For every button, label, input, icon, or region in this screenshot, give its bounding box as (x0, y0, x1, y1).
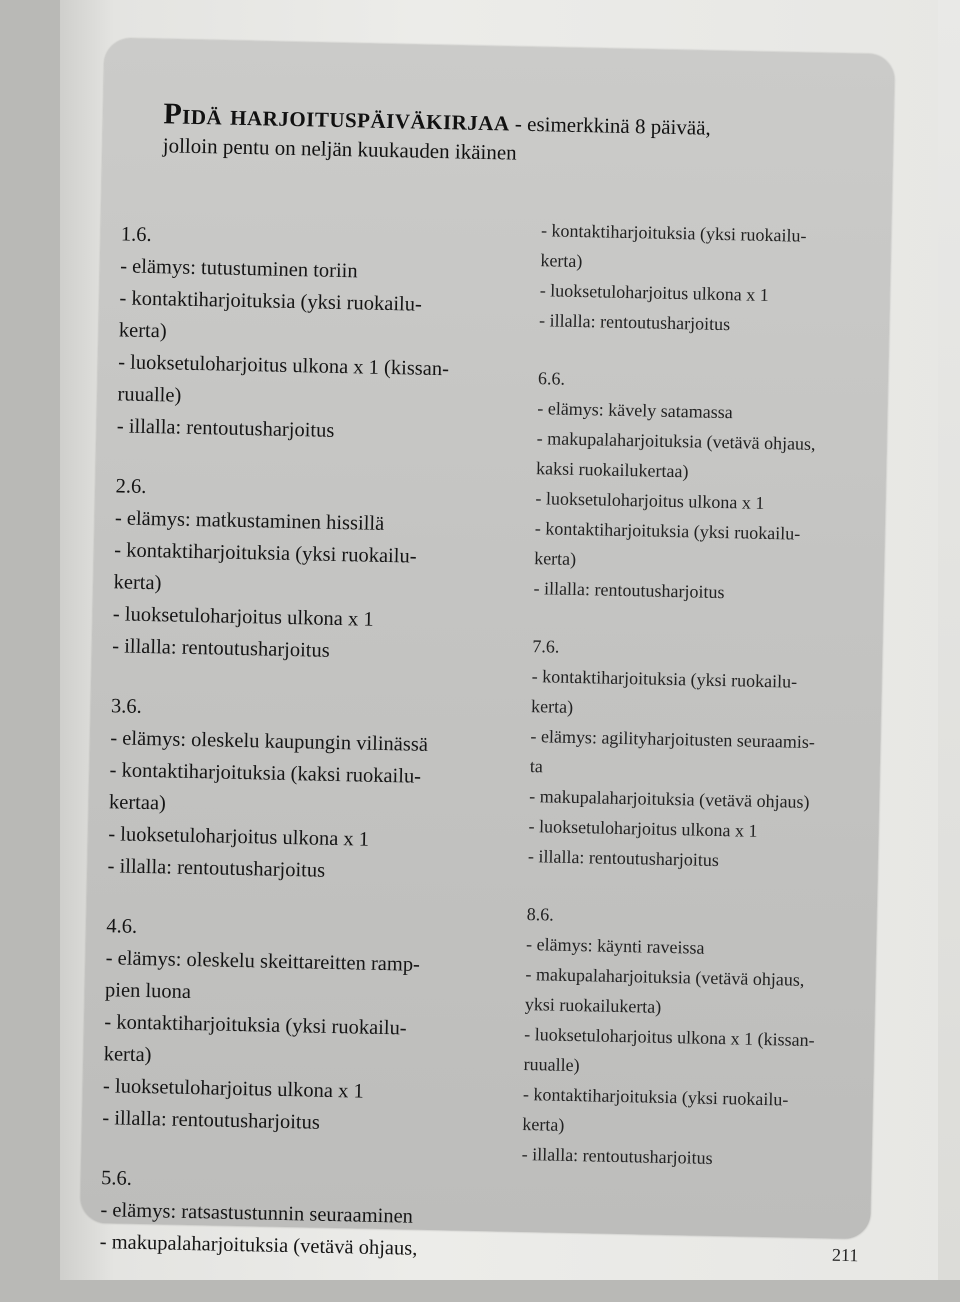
entry-line: - elämys: tutustuminen toriin (119, 255, 358, 283)
entry-line: kertaa) (108, 791, 167, 815)
entry-line: - illalla: rentoutusharjoitus (116, 415, 335, 442)
entry-line: - elämys: agilityharjoitusten seuraamis- (530, 726, 816, 753)
entry-date: 4.6. (106, 915, 138, 938)
entry-line: - makupalaharjoituksia (vetävä ohjaus) (529, 786, 810, 812)
entry-line: - elämys: kävely satamassa (537, 398, 733, 423)
entry-line: - makupalaharjoituksia (vetävä ohjaus, (536, 428, 816, 454)
entry-line: - kontaktiharjoituksia (yksi ruokailu- (540, 220, 807, 246)
entry-line: kerta) (530, 696, 574, 717)
entry-line: - elämys: oleskelu skeittareitten ramp- (105, 947, 421, 976)
entry-line: - kontaktiharjoituksia (kaksi ruokailu- (109, 759, 422, 788)
page-number: 211 (831, 1244, 859, 1266)
diary-entry (528, 631, 873, 878)
entry-line: kerta) (103, 1043, 152, 1067)
entry-date: 2.6. (115, 475, 147, 498)
diary-entry (117, 218, 522, 450)
entry-line: - kontaktiharjoituksia (yksi ruokailu- (119, 287, 423, 316)
page-subtitle-part2: jolloin pentu on neljän kuukauden ikäinen (162, 133, 517, 165)
entry-line: - luoksetuloharjoitus ulkona x 1 (528, 816, 758, 841)
diary-entry (102, 910, 507, 1142)
entry-line: - illalla: rentoutusharjoitus (527, 846, 720, 871)
entry-line: - makupalaharjoituksia (vetävä ohjaus, (99, 1231, 418, 1260)
diary-entry (112, 470, 516, 670)
diary-entry (99, 1162, 501, 1266)
entry-line: - kontaktiharjoituksia (yksi ruokailu- (522, 1083, 789, 1110)
entry-line: kerta) (540, 250, 583, 272)
entry-line: kaksi ruokailukertaa) (535, 458, 689, 482)
facing-page-edge (938, 0, 960, 1280)
entry-line: - illalla: rentoutusharjoitus (533, 578, 725, 603)
page-title: Pidä harjoituspäiväkirjaa (163, 97, 511, 138)
entry-line: kerta) (113, 571, 162, 595)
right-column (521, 215, 881, 1204)
entry-line: - makupalaharjoituksia (vetävä ohjaus, (525, 964, 805, 990)
entry-line: yksi ruokailukerta) (524, 994, 662, 1017)
entry-line: - kontaktiharjoituksia (yksi ruokailu- (534, 518, 801, 544)
entry-line: - elämys: käynti raveissa (525, 934, 705, 958)
entry-line: - luoksetuloharjoitus ulkona x 1 (kissan- (117, 351, 450, 381)
entry-date: 7.6. (532, 636, 560, 657)
entry-line: kerta) (533, 548, 577, 569)
entry-line: - elämys: ratsastustunnin seuraaminen (100, 1199, 414, 1228)
diary-entry (521, 899, 867, 1176)
entry-line: kerta) (522, 1113, 565, 1135)
entry-line: kerta) (118, 319, 167, 343)
diary-entry (539, 215, 881, 342)
title-block (162, 97, 863, 173)
entry-line: - luoksetuloharjoitus ulkona x 1 (kissan- (524, 1024, 815, 1051)
left-column (99, 218, 521, 1294)
entry-date: 5.6. (100, 1167, 133, 1190)
entry-line: - illalla: rentoutusharjoitus (538, 310, 731, 335)
entry-line: - kontaktiharjoituksia (yksi ruokailu- (104, 1011, 407, 1040)
entry-line: - luoksetuloharjoitus ulkona x 1 (539, 280, 769, 305)
diary-entry (107, 690, 511, 890)
entry-line: - luoksetuloharjoitus ulkona x 1 (112, 603, 374, 631)
entry-line: - illalla: rentoutusharjoitus (107, 855, 326, 882)
entry-line: - illalla: rentoutusharjoitus (112, 635, 330, 662)
diary-entry (533, 363, 878, 610)
entry-line: - luoksetuloharjoitus ulkona x 1 (102, 1075, 365, 1103)
entry-line: ruualle) (523, 1053, 580, 1076)
entry-line: - elämys: oleskelu kaupungin vilinässä (110, 727, 429, 756)
entry-date: 8.6. (526, 904, 554, 925)
entry-line: - kontaktiharjoituksia (yksi ruokailu- (114, 539, 417, 568)
entry-line: ruualle) (117, 383, 182, 407)
entry-line: - luoksetuloharjoitus ulkona x 1 (108, 823, 370, 851)
entry-line: - illalla: rentoutusharjoitus (102, 1107, 321, 1134)
entry-line: ta (529, 756, 544, 777)
entry-date: 6.6. (537, 368, 566, 389)
entry-line: - illalla: rentoutusharjoitus (521, 1143, 713, 1168)
entry-line: - elämys: matkustaminen hissillä (114, 507, 385, 535)
page-subtitle-part1: - esimerkkinä 8 päivää, (509, 111, 712, 140)
entry-line: pien luona (104, 979, 192, 1004)
entry-date: 1.6. (120, 223, 152, 247)
entry-line: - luoksetuloharjoitus ulkona x 1 (535, 488, 765, 513)
entry-line: - kontaktiharjoituksia (yksi ruokailu- (531, 666, 798, 692)
entry-date: 3.6. (110, 695, 142, 718)
